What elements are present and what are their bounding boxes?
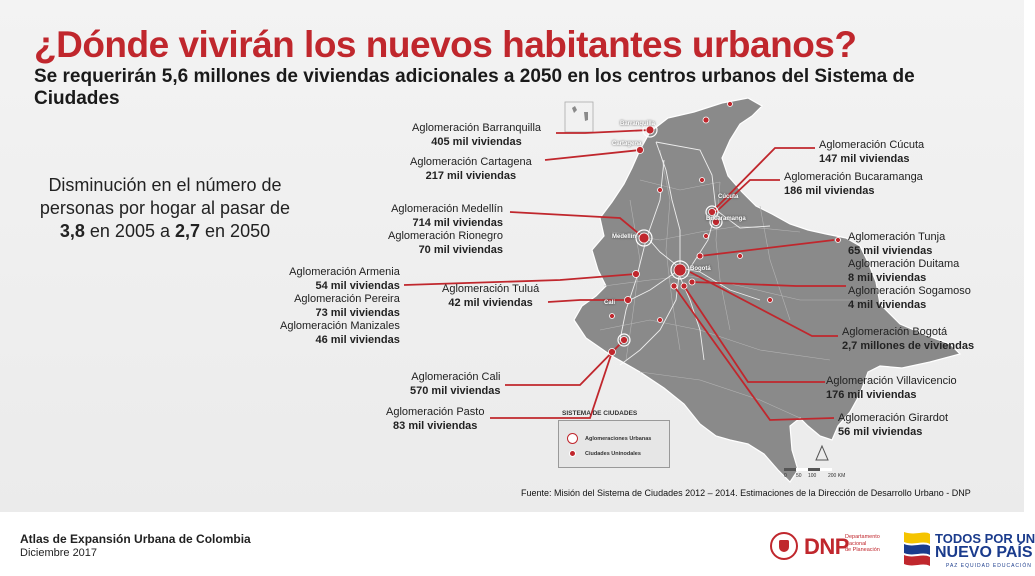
- map-tag-bucaramanga: Bucaramanga: [706, 216, 746, 222]
- page-subtitle: Se requerirán 5,6 millones de viviendas adicionales a 2050 en los centros urbanos del Sistema de Ciudades: [34, 66, 915, 109]
- label-pasto: Aglomeración Pasto 83 mil viviendas: [386, 406, 485, 432]
- scale-label-50: 50: [796, 473, 802, 479]
- label-cucuta: Aglomeración Cúcuta 147 mil viviendas: [819, 139, 925, 165]
- uninodal-city-icon: [569, 450, 576, 457]
- dnp-logo: DNP: [804, 534, 849, 559]
- colombia-flag-icon: [902, 528, 932, 570]
- page-title: ¿Dónde vivirán los nuevos habitantes urbanos?: [34, 24, 857, 65]
- map-legend: [558, 420, 670, 468]
- footer-title: Atlas de Expansión Urbana de Colombia: [20, 532, 251, 546]
- label-bogota: Aglomeración Bogotá 2,7 millones de viviendas: [842, 326, 975, 352]
- gov-logo-line2: NUEVO PAÍS: [935, 544, 1033, 561]
- scale-bar: [784, 468, 832, 471]
- label-coffee-axis: Aglomeración Armenia 54 mil viviendas Aglomeración Pereira 73 mil viviendas Aglomeración Manizales 46 mil viviendas: [280, 266, 400, 346]
- label-boyaca: Aglomeración Tunja 65 mil viviendas Aglomeración Duitama 8 mil viviendas Aglomeración Sogamoso 4 mil viviendas: [848, 231, 971, 311]
- legend-title: SISTEMA DE CIUDADES: [562, 410, 638, 417]
- footer-date: Diciembre 2017: [20, 547, 98, 559]
- dnp-seal-icon: [770, 532, 798, 560]
- map-tag-cucuta: Cúcuta: [718, 194, 739, 200]
- urban-agglomeration-icon: [567, 433, 578, 444]
- map-tag-medellin: Medellín: [612, 234, 637, 240]
- footer: [0, 512, 1035, 576]
- label-villavicencio: Aglomeración Villavicencio 176 mil viviendas: [826, 375, 957, 401]
- label-barranquilla: Aglomeración Barranquilla 405 mil viviendas: [412, 122, 542, 148]
- legend-uninodal: Ciudades Uninodales: [585, 451, 641, 457]
- label-medellin-rionegro: Aglomeración Medellín 714 mil viviendas Aglomeración Rionegro 70 mil viviendas: [388, 203, 503, 256]
- dnp-logo-subtitle: Departamento Nacional de Planeación: [845, 534, 880, 553]
- scale-label-200: 200 KM: [828, 473, 846, 479]
- north-arrow-icon: [816, 446, 828, 460]
- map-tag-barranquilla: Barranquilla: [620, 121, 656, 127]
- gov-logo-line1: TODOS POR UN: [935, 531, 1035, 546]
- map-tag-cartagena: Cartagena: [612, 141, 642, 147]
- legend-urban: Aglomeraciones Urbanas: [585, 436, 652, 442]
- label-cartagena: Aglomeración Cartagena 217 mil viviendas: [410, 156, 532, 182]
- gov-logo-line3: PAZ EQUIDAD EDUCACIÓN: [946, 563, 1032, 569]
- source-note: Fuente: Misión del Sistema de Ciudades 2012 – 2014. Estimaciones de la Dirección de Desarrollo Urbano - DNP: [521, 488, 971, 498]
- map-tag-bogota: Bogotá: [690, 266, 711, 272]
- label-bucaramanga: Aglomeración Bucaramanga 186 mil viviendas: [784, 171, 923, 197]
- scale-label-100: 100: [808, 473, 817, 479]
- scale-label-0: 0: [784, 473, 787, 479]
- label-tulua: Aglomeración Tuluá 42 mil viviendas: [442, 283, 540, 309]
- map-tag-cali: Cali: [604, 300, 616, 306]
- label-cali: Aglomeración Cali 570 mil viviendas: [410, 371, 501, 397]
- household-callout: Disminución en el número de personas por hogar al pasar de 3,8 en 2005 a 2,7 en 2050: [39, 175, 291, 241]
- label-girardot: Aglomeración Girardot 56 mil viviendas: [838, 412, 949, 438]
